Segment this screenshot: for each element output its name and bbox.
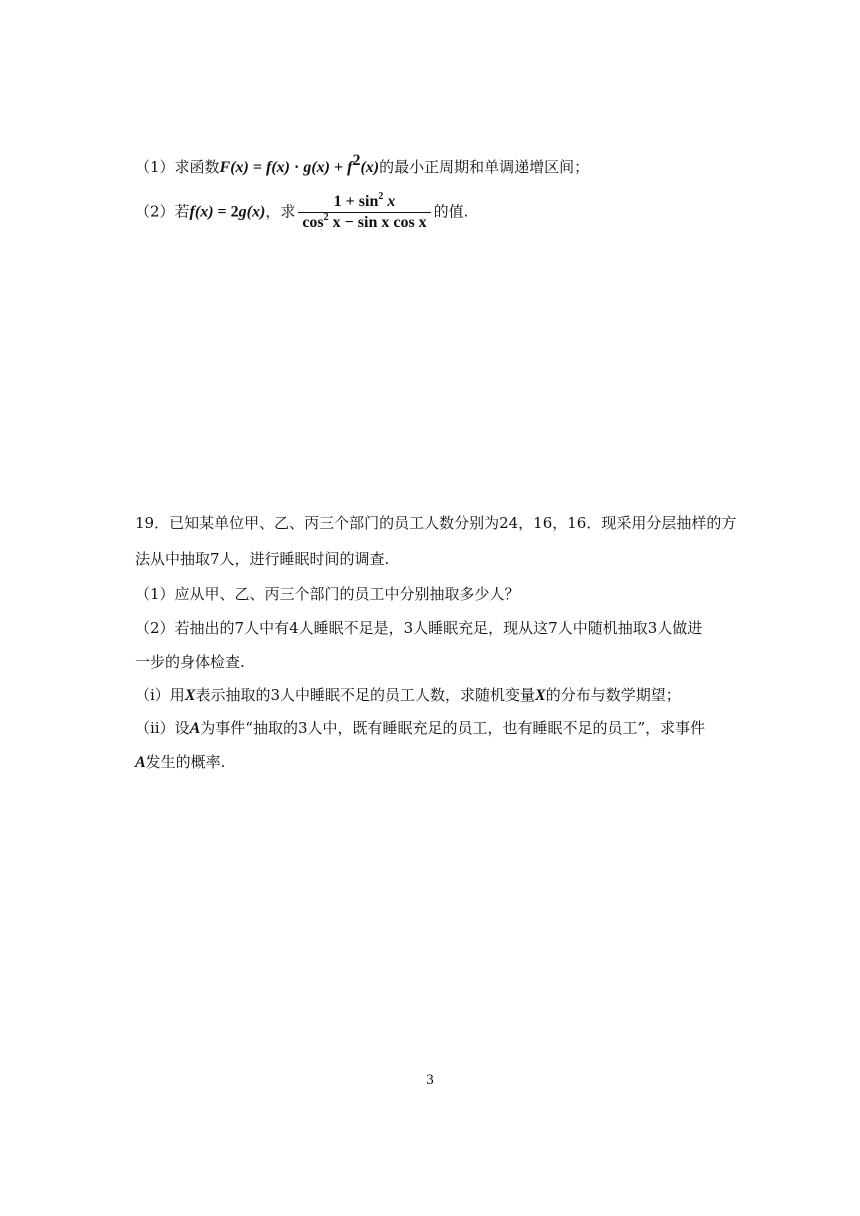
math-X: X <box>184 687 196 704</box>
math-fx: f(x) <box>266 159 290 176</box>
q18-part1-line <box>135 152 590 177</box>
q18-part1-rest: 的最小正周期和单调递增区间； <box>379 158 590 176</box>
sub-ii-text: 为事件“抽取的3人中，既有睡眠充足的员工，也有睡眠不足的员工”，求事件 <box>200 719 706 737</box>
fraction-denominator: $\cos^2 x - \sin x$ cos x <box>302 212 427 231</box>
sub-i-text: 表示抽取的3人中睡眠不足的员工人数，求随机变量 <box>195 686 536 704</box>
math-A: A <box>189 720 201 737</box>
math-f: f <box>347 159 353 176</box>
math-gx: g(x) <box>238 203 266 221</box>
q19-stem-line1: 19．已知某单位甲、乙、丙三个部门的员工人数分别为24，16，16．现采用分层抽样的方 <box>135 514 737 532</box>
q19-sub-ii-line2 <box>135 751 225 772</box>
math-eq: = <box>213 203 231 221</box>
math-two: 2 <box>230 203 239 221</box>
sub-ii-tail: 发生的概率. <box>145 753 226 771</box>
math-dot: · <box>289 159 304 176</box>
q18-part2-comma: ，求 <box>265 202 296 221</box>
math-plus: + <box>329 159 348 176</box>
math-x: (x) <box>360 159 380 176</box>
q19-part1: （1）应从甲、乙、丙三个部门的员工中分别抽取多少人？ <box>135 585 520 603</box>
sub-i-tail: 的分布与数学期望； <box>545 686 681 704</box>
math-A: A <box>135 754 146 771</box>
q19-stem-line2: 法从中抽取7人，进行睡眠时间的调查. <box>135 550 390 568</box>
fraction-numerator: $1 + \sin^2 x$ <box>298 192 430 213</box>
q18-part2-line <box>135 192 468 233</box>
math-gx: g(x) <box>303 159 330 176</box>
q19-sub-i <box>135 684 681 705</box>
math-fraction <box>298 192 430 233</box>
math-eq: = <box>248 159 266 176</box>
page-number: 3 <box>426 1072 434 1088</box>
q19-part2-line2: 一步的身体检查. <box>135 653 245 671</box>
q18-part2-rest: 的值. <box>433 202 469 221</box>
math-square: 2 <box>352 152 361 169</box>
sub-i-label: （i）用 <box>135 686 185 704</box>
math-X: X <box>535 687 546 704</box>
q19-part2-line1: （2）若抽出的7人中有4人睡眠不足是，3人睡眠充足，现从这7人中随机抽取3人做进 <box>135 619 703 637</box>
q18-part2-label: （2）若 <box>135 202 190 221</box>
q18-part1-label: （1）求函数 <box>135 158 220 176</box>
q19-sub-ii-line1 <box>135 717 705 738</box>
sub-ii-label: （ii）设 <box>135 719 190 737</box>
math-Fx: F(x) <box>219 159 249 176</box>
math-fx: f(x) <box>189 203 214 221</box>
